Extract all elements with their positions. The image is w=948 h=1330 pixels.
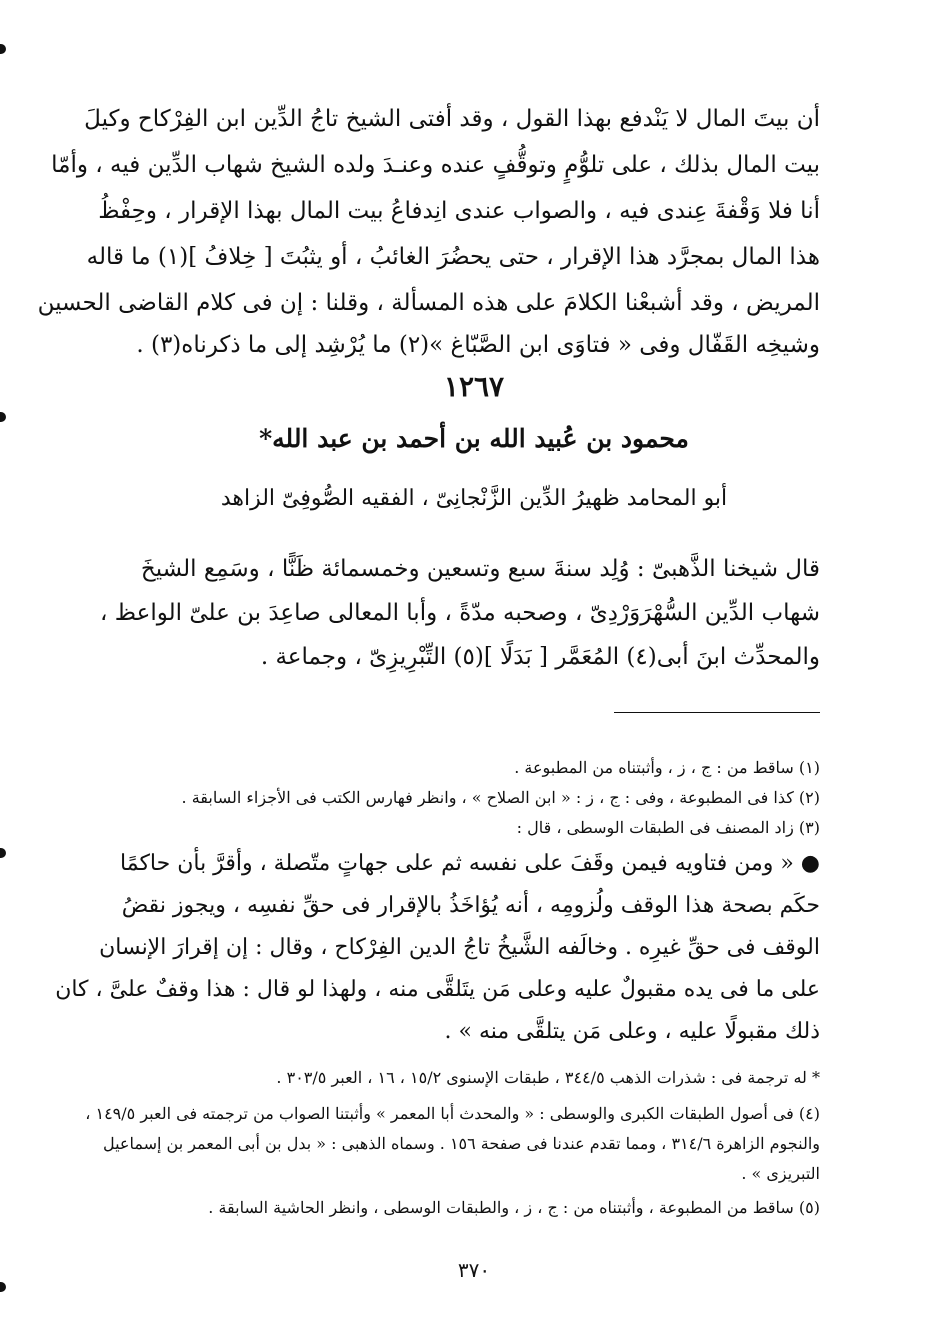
footnote-5: (٥) ساقط من المطبوعة ، وأثبتناه من : ج ، ز ، والطبقات الوسطى ، وانظر الحاشية السابقة .	[208, 1198, 820, 1217]
main-text-line: المريض ، وقد أشبعْنا الكلامَ على هذه المسألة ، وقلنا : إن فى كلام القاضى الحسين	[37, 290, 820, 316]
entry-text-line: قال شيخنا الذَّهبىّ : وُلِد سنةَ سبع وتسعين وخمسمائة ظَنًّا ، وسَمِع الشيخَ	[140, 556, 820, 582]
main-text-line: أن بيتَ المال لا يَنْدفع بهذا القول ، وقد أفتى الشيخ تاجُ الدِّين ابن الفِرْكاح وكيلَ	[84, 106, 820, 132]
footnote-3: (٣) زاد المصنف فى الطبقات الوسطى ، قال :	[516, 818, 820, 837]
page-number: ٣٧٠	[457, 1258, 491, 1282]
footnote-1: (١) ساقط من : ج ، ز ، وأثبتناه من المطبوعة .	[514, 758, 820, 777]
footnote-quote-line: حكَم بصحة هذا الوقف ولُزومِه ، أنه يُؤاخَذُ بالإقرار فى حقِّ نفسِه ، ويجوز نقضُ	[121, 893, 820, 918]
footnote-star: * له ترجمة فى : شذرات الذهب ٣٤٤/٥ ، طبقات الإسنوى ١٥/٢ ، ١٦ ، العبر ٣٠٣/٥ .	[276, 1068, 820, 1087]
margin-mark	[0, 412, 6, 422]
main-text-line: هذا المال بمجرَّد هذا الإقرار ، حتى يحضُرَ الغائبُ ، أو يثبُتَ [ خِلافُ ](١) ما قاله	[86, 244, 820, 270]
entry-subtitle: أبو المحامد ظهيرُ الدِّين الزَّنْجانِىّ ، الفقيه الصُّوفِىّ الزاهد	[220, 486, 728, 511]
footnote-quote-line: الوقف فى حقِّ غيرِه . وخالَفه الشَّيخُ تاجُ الدين الفِرْكاح ، وقال : إن إقرارَ الإنسان	[99, 935, 820, 960]
footnote-quote-line: ● « ومن فتاويه فيمن وقَفَ على نفسه ثم على جهاتٍ متّصلة ، وأقرَّ بأن حاكمًا	[120, 851, 820, 876]
footnote-quote-line: ذلك مقبولًا عليه ، وعلى مَن يتلقَّى منه » .	[444, 1019, 820, 1044]
footnote-4-line: والنجوم الزاهرة ٣١٤/٦ ، ومما تقدم عندنا فى صفحة ١٥٦ . وسماه الذهبى : « بدل بن أبى المعمر بن إسماعيل	[102, 1134, 820, 1153]
entry-text-line: شهاب الدِّين السُّهْرَوَرْدِىّ ، وصحبه مدّةً ، وأبا المعالى صاعِدَ بن علىّ الواعظ ،	[100, 600, 820, 626]
footnote-4-line: التبريزى » .	[741, 1164, 820, 1183]
margin-mark	[0, 44, 6, 54]
entry-text-line: والمحدِّث ابنَ أبى(٤) المُعَمَّر [ بَدَلًا ](٥) التِّبْرِيزِىّ ، وجماعة .	[260, 644, 820, 670]
footnote-separator	[614, 712, 820, 713]
main-text-line: بيت المال بذلك ، على تلوُّمٍ وتوقُّفٍ عنده وعنـدَ ولده الشيخ شهاب الدِّين فيه ، وأمّا	[51, 152, 820, 178]
margin-mark	[0, 848, 6, 858]
footnote-2: (٢) كذا فى المطبوعة ، وفى : ج ، ز : « ابن الصلاح » ، وانظر فهارس الكتب فى الأجزاء السابقة .	[181, 788, 820, 807]
footnote-4-line: (٤) فى أصول الطبقات الكبرى والوسطى : « والمحدث أبا المعمر » وأثبتنا الصواب من ترجمته فى العبر ١٤٩/٥ ،	[85, 1104, 820, 1123]
main-text-line: أنا فلا وَقْفةَ عِندى فيه ، والصواب عندى انِدفاعُ بيت المال بهذا الإقرار ، وحِفْظُ	[98, 198, 820, 224]
margin-mark	[0, 1282, 6, 1292]
entry-title: محمود بن عُبيد الله بن أحمد بن عبد الله*	[259, 424, 689, 453]
main-text-line: وشيخِه القَفّال وفى « فتاوَى ابن الصَّبّاغ »(٢) ما يُرْشِد إلى ما ذكرناه(٣) .	[136, 332, 820, 358]
footnote-quote-line: على ما فى يده مقبولٌ عليه وعلى مَن يتَلقَّى منه ، ولهذا لو قال : هذا وقفٌ علىَّ ، كان	[55, 977, 820, 1002]
entry-number: ١٢٦٧	[443, 370, 505, 403]
